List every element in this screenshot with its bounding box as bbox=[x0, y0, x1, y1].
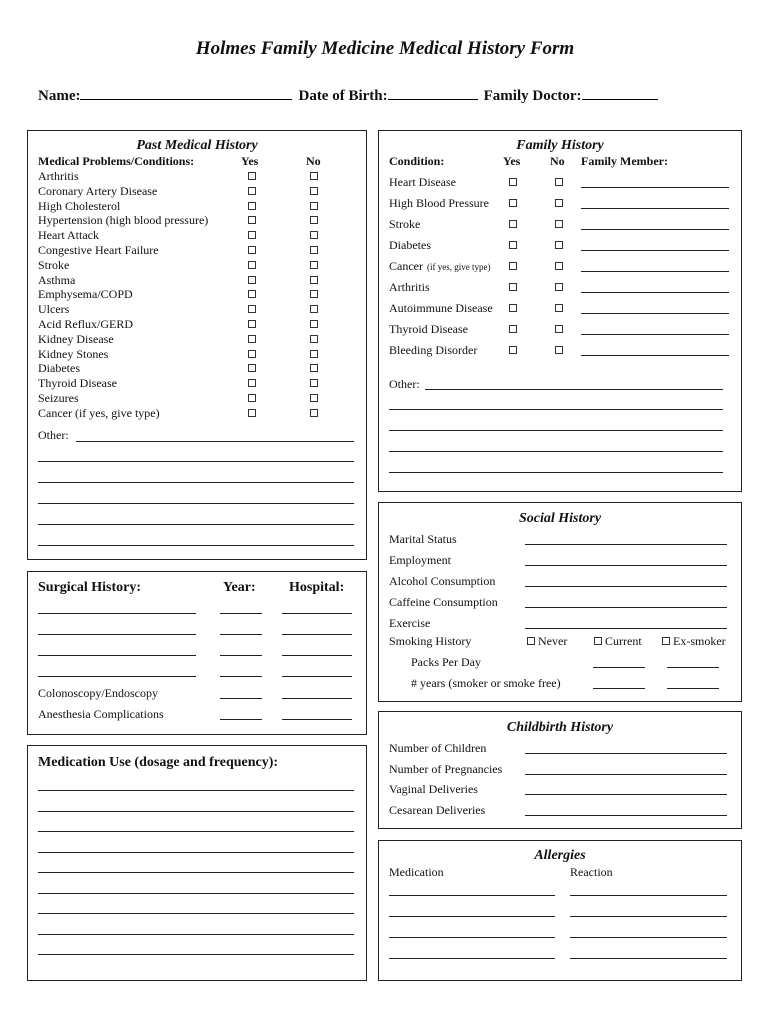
fh-yes-checkbox[interactable] bbox=[509, 199, 517, 207]
fh-no-checkbox[interactable] bbox=[555, 346, 563, 354]
fh-no-checkbox[interactable] bbox=[555, 325, 563, 333]
childbirth-item-line[interactable] bbox=[525, 753, 727, 754]
pmh-yes-checkbox[interactable] bbox=[248, 409, 256, 417]
medication-line[interactable] bbox=[38, 872, 354, 873]
fh-yes-checkbox[interactable] bbox=[509, 241, 517, 249]
family-member-column-header: Family Member: bbox=[581, 154, 668, 168]
pmh-no-checkbox[interactable] bbox=[310, 187, 318, 195]
cancer-note: (if yes, give type) bbox=[427, 262, 491, 272]
surgery-hospital-line[interactable] bbox=[282, 634, 352, 635]
pmh-condition-label: Diabetes bbox=[38, 361, 80, 376]
pmh-condition-label: Cancer (if yes, give type) bbox=[38, 405, 160, 420]
medication-line[interactable] bbox=[38, 913, 354, 914]
pmh-yes-checkbox[interactable] bbox=[248, 172, 256, 180]
no-column-header: No bbox=[306, 154, 321, 168]
smoking-years-line-2[interactable] bbox=[667, 688, 719, 689]
family-member-line[interactable] bbox=[581, 334, 729, 335]
medication-line[interactable] bbox=[38, 954, 354, 955]
pmh-yes-checkbox[interactable] bbox=[248, 320, 256, 328]
social-item-line[interactable] bbox=[525, 565, 727, 566]
packs-per-day-line-1[interactable] bbox=[593, 667, 645, 668]
smoking-never-label: Never bbox=[538, 634, 568, 648]
surgery-year-line[interactable] bbox=[220, 698, 262, 699]
fh-other-line[interactable] bbox=[389, 472, 723, 473]
pmh-yes-checkbox[interactable] bbox=[248, 350, 256, 358]
surgery-line[interactable] bbox=[38, 634, 196, 635]
pmh-no-checkbox[interactable] bbox=[310, 394, 318, 402]
pmh-other-line[interactable] bbox=[38, 461, 354, 462]
surgery-hospital-line[interactable] bbox=[282, 613, 352, 614]
smoking-history-label: Smoking History bbox=[389, 634, 472, 648]
medication-line[interactable] bbox=[38, 831, 354, 832]
social-item-line[interactable] bbox=[525, 607, 727, 608]
fh-other-label: Other: bbox=[389, 377, 420, 391]
pmh-yes-checkbox[interactable] bbox=[248, 276, 256, 284]
past-medical-history-section bbox=[27, 130, 367, 560]
smoking-never-checkbox[interactable] bbox=[527, 637, 535, 645]
pmh-condition-label: Emphysema/COPD bbox=[38, 287, 133, 302]
pmh-condition-label: Kidney Stones bbox=[38, 346, 109, 361]
surgery-hospital-line[interactable] bbox=[282, 655, 352, 656]
family-member-line[interactable] bbox=[581, 250, 729, 251]
pmh-no-checkbox[interactable] bbox=[310, 276, 318, 284]
fh-other-line[interactable] bbox=[389, 430, 723, 431]
medication-line[interactable] bbox=[38, 852, 354, 853]
pmh-no-checkbox[interactable] bbox=[310, 364, 318, 372]
pmh-no-checkbox[interactable] bbox=[310, 202, 318, 210]
pmh-yes-checkbox[interactable] bbox=[248, 335, 256, 343]
pmh-yes-checkbox[interactable] bbox=[248, 364, 256, 372]
fh-other-line[interactable] bbox=[389, 451, 723, 452]
name-field[interactable] bbox=[80, 85, 292, 100]
family-member-line[interactable] bbox=[581, 229, 729, 230]
social-item-line[interactable] bbox=[525, 544, 727, 545]
pmh-other-line[interactable] bbox=[38, 545, 354, 546]
pmh-condition-label: Heart Attack bbox=[38, 228, 99, 243]
medication-line[interactable] bbox=[38, 934, 354, 935]
pmh-condition-label: Congestive Heart Failure bbox=[38, 243, 159, 257]
surgery-year-line[interactable] bbox=[220, 655, 262, 656]
pmh-other-line[interactable] bbox=[38, 482, 354, 483]
fh-yes-checkbox[interactable] bbox=[509, 220, 517, 228]
fh-condition-label: Cancer (if yes, give type) bbox=[389, 259, 491, 273]
social-item-label: Marital Status bbox=[389, 532, 457, 546]
packs-per-day-line-2[interactable] bbox=[667, 667, 719, 668]
fh-condition-label: Thyroid Disease bbox=[389, 322, 468, 336]
family-history-title: Family History bbox=[516, 138, 604, 153]
allergy-reaction-line[interactable] bbox=[570, 895, 727, 896]
fh-condition-label: Diabetes bbox=[389, 238, 431, 252]
pmh-condition-label: Acid Reflux/GERD bbox=[38, 317, 133, 331]
childbirth-item-line[interactable] bbox=[525, 794, 727, 795]
pmh-no-checkbox[interactable] bbox=[310, 320, 318, 328]
fh-no-checkbox[interactable] bbox=[555, 241, 563, 249]
fh-yes-checkbox[interactable] bbox=[509, 304, 517, 312]
allergies-section bbox=[378, 840, 742, 981]
dob-label: Date of Birth: bbox=[298, 88, 388, 104]
pmh-yes-checkbox[interactable] bbox=[248, 394, 256, 402]
surgery-line[interactable] bbox=[38, 676, 196, 677]
smoking-ex-label: Ex-smoker bbox=[673, 634, 726, 648]
allergy-reaction-line[interactable] bbox=[570, 958, 727, 959]
fh-yes-checkbox[interactable] bbox=[509, 346, 517, 354]
surgical-history-title: Surgical History: bbox=[38, 580, 142, 595]
doctor-field[interactable] bbox=[582, 85, 658, 100]
medication-section bbox=[27, 745, 367, 981]
fh-other-line[interactable] bbox=[425, 389, 723, 390]
family-member-line[interactable] bbox=[581, 355, 729, 356]
pmh-condition-label: Coronary Artery Disease bbox=[38, 183, 158, 198]
pmh-other-line[interactable] bbox=[76, 441, 354, 442]
fh-yes-checkbox[interactable] bbox=[509, 283, 517, 291]
fh-yes-checkbox[interactable] bbox=[509, 178, 517, 186]
fh-condition-label: Stroke bbox=[389, 217, 421, 231]
pmh-condition-label: High Cholesterol bbox=[38, 198, 121, 213]
pmh-condition-label: Stroke bbox=[38, 257, 70, 272]
fh-no-checkbox[interactable] bbox=[555, 262, 563, 270]
childbirth-item-label: Number of Pregnancies bbox=[389, 761, 503, 776]
past-medical-history-title: Past Medical History bbox=[136, 138, 258, 153]
pmh-yes-checkbox[interactable] bbox=[248, 202, 256, 210]
surgery-line[interactable] bbox=[38, 655, 196, 656]
surgery-year-line[interactable] bbox=[220, 719, 262, 720]
pmh-no-checkbox[interactable] bbox=[310, 409, 318, 417]
medication-title: Medication Use (dosage and frequency): bbox=[38, 755, 279, 770]
fh-condition-label: Arthritis bbox=[389, 280, 430, 294]
fh-yes-checkbox[interactable] bbox=[509, 262, 517, 270]
allergy-medication-header: Medication bbox=[389, 865, 444, 879]
allergy-reaction-header: Reaction bbox=[570, 865, 613, 879]
pmh-other-line[interactable] bbox=[38, 524, 354, 525]
pmh-condition-label: Asthma bbox=[38, 272, 76, 287]
pmh-condition-label: Seizures bbox=[38, 391, 79, 405]
pmh-condition-label: Hypertension (high blood pressure) bbox=[38, 213, 209, 228]
surgery-year-line[interactable] bbox=[220, 634, 262, 635]
pmh-condition-label: Thyroid Disease bbox=[38, 376, 117, 391]
allergy-medication-line[interactable] bbox=[389, 916, 555, 917]
family-member-line[interactable] bbox=[581, 208, 729, 209]
pmh-condition-label: Kidney Disease bbox=[38, 331, 114, 346]
surgery-line[interactable] bbox=[38, 613, 196, 614]
medication-line[interactable] bbox=[38, 811, 354, 812]
fh-condition-label: High Blood Pressure bbox=[389, 196, 489, 210]
pmh-condition-label: Ulcers bbox=[38, 302, 70, 317]
fh-yes-column-header: Yes bbox=[503, 154, 521, 168]
smoking-years-line-1[interactable] bbox=[593, 688, 645, 689]
social-item-label: Caffeine Consumption bbox=[389, 595, 498, 609]
fh-condition-label: Heart Disease bbox=[389, 175, 456, 189]
family-history-section bbox=[378, 130, 742, 492]
family-member-line[interactable] bbox=[581, 271, 729, 272]
social-item-label: Alcohol Consumption bbox=[389, 574, 496, 588]
hospital-column-header: Hospital: bbox=[289, 580, 345, 595]
fh-condition-label: Autoimmune Disease bbox=[389, 301, 493, 315]
fh-no-checkbox[interactable] bbox=[555, 304, 563, 312]
childbirth-history-section bbox=[378, 711, 742, 829]
pmh-no-checkbox[interactable] bbox=[310, 246, 318, 254]
fh-no-checkbox[interactable] bbox=[555, 283, 563, 291]
pmh-no-checkbox[interactable] bbox=[310, 305, 318, 313]
pmh-no-checkbox[interactable] bbox=[310, 261, 318, 269]
social-item-line[interactable] bbox=[525, 586, 727, 587]
yes-column-header: Yes bbox=[241, 154, 259, 168]
childbirth-item-label: Vaginal Deliveries bbox=[389, 782, 478, 796]
fh-no-column-header: No bbox=[550, 154, 565, 168]
pmh-no-checkbox[interactable] bbox=[310, 379, 318, 387]
smoking-current-checkbox[interactable] bbox=[594, 637, 602, 645]
childbirth-history-title: Childbirth History bbox=[506, 720, 614, 735]
name-label: Name: bbox=[38, 88, 81, 104]
medication-line[interactable] bbox=[38, 893, 354, 894]
pmh-yes-checkbox[interactable] bbox=[248, 246, 256, 254]
smoking-current-label: Current bbox=[605, 634, 642, 648]
fh-no-checkbox[interactable] bbox=[555, 220, 563, 228]
header-fields bbox=[38, 85, 664, 105]
form-title: Holmes Family Medicine Medical History Form bbox=[195, 38, 575, 59]
allergy-reaction-line[interactable] bbox=[570, 916, 727, 917]
pmh-yes-checkbox[interactable] bbox=[248, 231, 256, 239]
year-column-header: Year: bbox=[223, 580, 256, 595]
smoking-ex-checkbox[interactable] bbox=[662, 637, 670, 645]
allergy-medication-line[interactable] bbox=[389, 937, 555, 938]
social-history-title: Social History bbox=[518, 511, 602, 526]
surgery-year-line[interactable] bbox=[220, 676, 262, 677]
pmh-yes-checkbox[interactable] bbox=[248, 216, 256, 224]
dob-field[interactable] bbox=[388, 85, 478, 100]
family-member-line[interactable] bbox=[581, 292, 729, 293]
pmh-condition-label: Arthritis bbox=[38, 169, 79, 183]
childbirth-item-line[interactable] bbox=[525, 774, 727, 775]
fh-no-checkbox[interactable] bbox=[555, 199, 563, 207]
smoking-years-label: # years (smoker or smoke free) bbox=[411, 676, 561, 690]
anesthesia-label: Anesthesia Complications bbox=[38, 707, 164, 721]
surgery-hospital-line[interactable] bbox=[282, 676, 352, 677]
pmh-other-line[interactable] bbox=[38, 503, 354, 504]
pmh-yes-checkbox[interactable] bbox=[248, 187, 256, 195]
childbirth-item-label: Number of Children bbox=[389, 741, 487, 755]
pmh-yes-checkbox[interactable] bbox=[248, 379, 256, 387]
childbirth-item-line[interactable] bbox=[525, 815, 727, 816]
packs-per-day-label: Packs Per Day bbox=[411, 655, 481, 669]
pmh-no-checkbox[interactable] bbox=[310, 290, 318, 298]
doctor-label: Family Doctor: bbox=[483, 88, 582, 104]
pmh-no-checkbox[interactable] bbox=[310, 335, 318, 343]
conditions-column-header: Medical Problems/Conditions: bbox=[38, 154, 195, 168]
surgical-history-section bbox=[27, 571, 367, 735]
allergy-medication-line[interactable] bbox=[389, 895, 555, 896]
family-member-line[interactable] bbox=[581, 313, 729, 314]
pmh-yes-checkbox[interactable] bbox=[248, 261, 256, 269]
pmh-other-label: Other: bbox=[38, 428, 69, 442]
pmh-no-checkbox[interactable] bbox=[310, 231, 318, 239]
fh-yes-checkbox[interactable] bbox=[509, 325, 517, 333]
pmh-no-checkbox[interactable] bbox=[310, 216, 318, 224]
fh-condition-label: Bleeding Disorder bbox=[389, 343, 478, 357]
surgery-hospital-line[interactable] bbox=[282, 698, 352, 699]
surgery-hospital-line[interactable] bbox=[282, 719, 352, 720]
pmh-no-checkbox[interactable] bbox=[310, 350, 318, 358]
allergies-title: Allergies bbox=[534, 848, 586, 863]
social-item-label: Exercise bbox=[389, 616, 431, 630]
allergy-medication-line[interactable] bbox=[389, 958, 555, 959]
family-member-line[interactable] bbox=[581, 187, 729, 188]
pmh-no-checkbox[interactable] bbox=[310, 172, 318, 180]
pmh-yes-checkbox[interactable] bbox=[248, 290, 256, 298]
social-item-label: Employment bbox=[389, 553, 451, 567]
medication-line[interactable] bbox=[38, 790, 354, 791]
surgery-year-line[interactable] bbox=[220, 613, 262, 614]
condition-column-header: Condition: bbox=[389, 154, 445, 168]
fh-no-checkbox[interactable] bbox=[555, 178, 563, 186]
allergy-reaction-line[interactable] bbox=[570, 937, 727, 938]
pmh-yes-checkbox[interactable] bbox=[248, 305, 256, 313]
fh-other-line[interactable] bbox=[389, 409, 723, 410]
colonoscopy-label: Colonoscopy/Endoscopy bbox=[38, 686, 158, 700]
childbirth-item-label: Cesarean Deliveries bbox=[389, 802, 486, 817]
social-history-section bbox=[378, 502, 742, 702]
social-item-line[interactable] bbox=[525, 628, 727, 629]
